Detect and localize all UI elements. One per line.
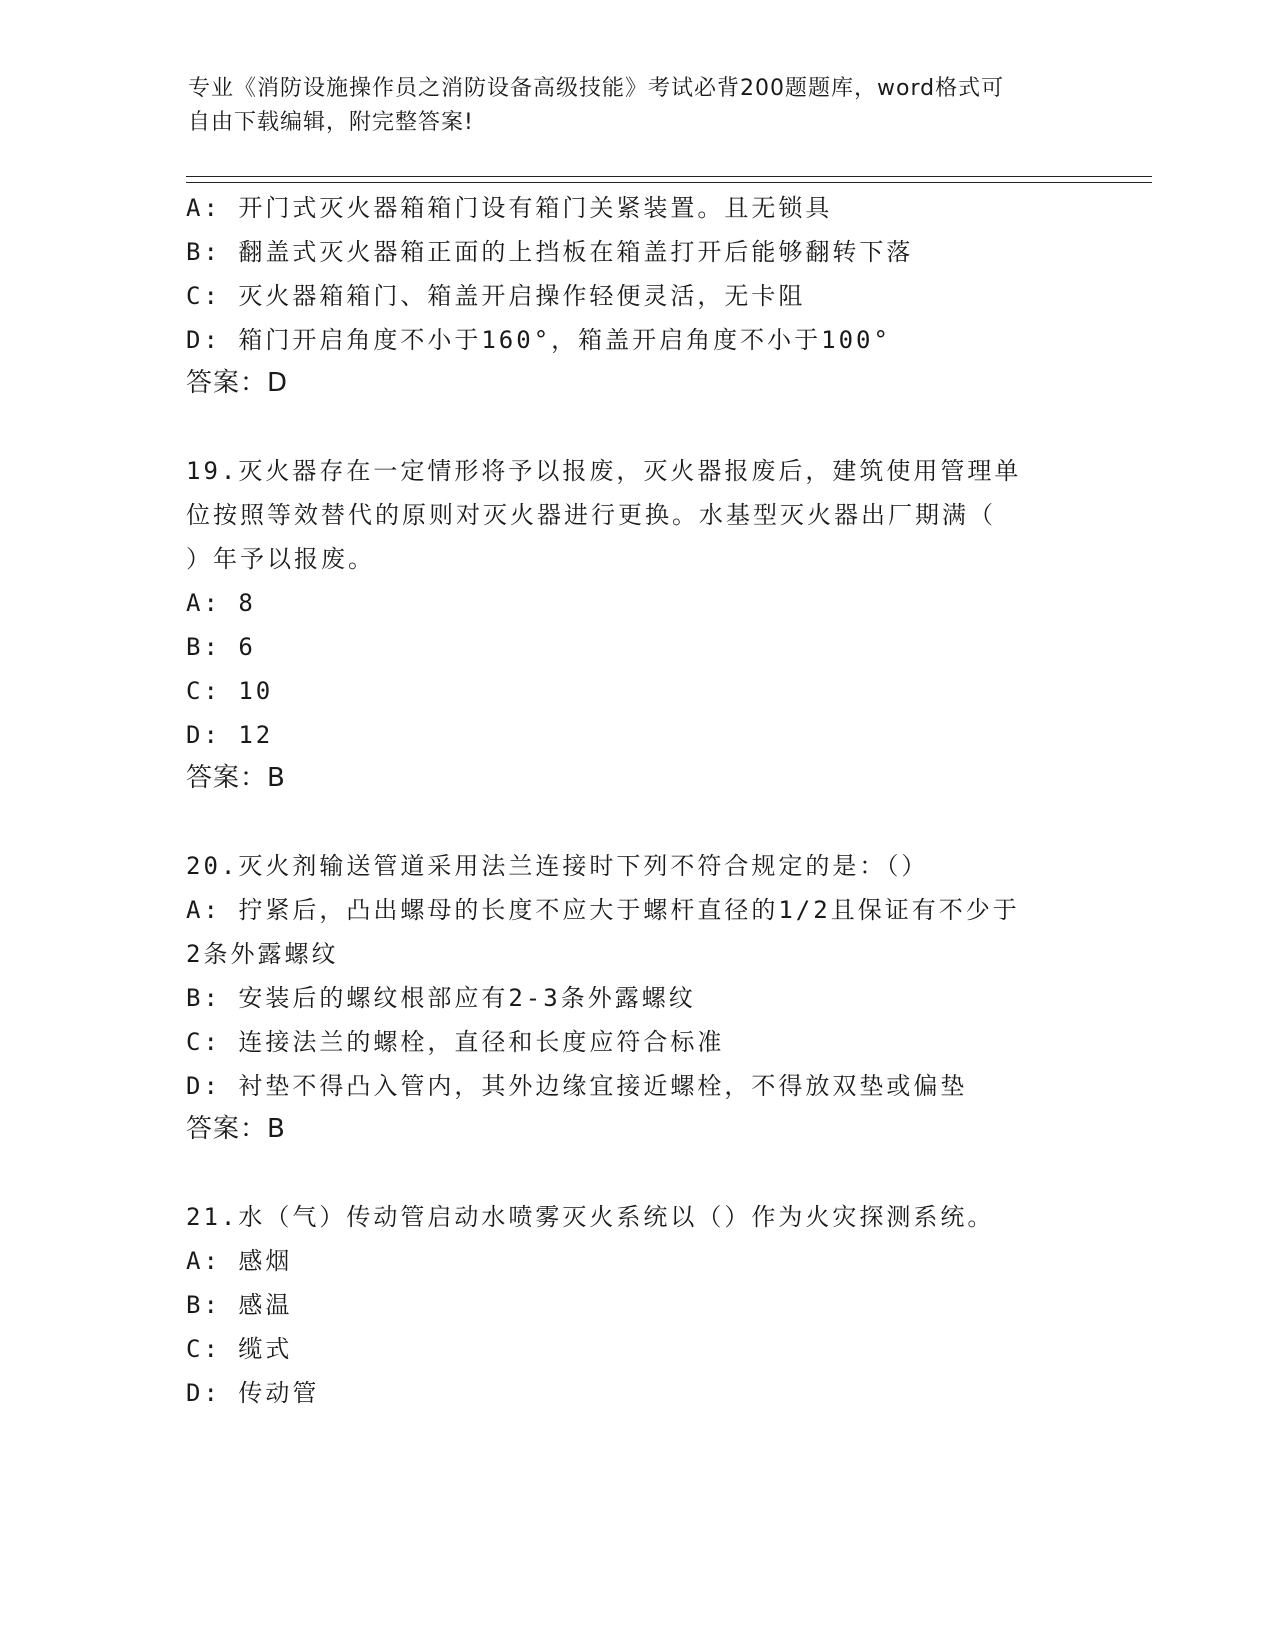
q20-option-a-line-1: A: 拧紧后，凸出螺母的长度不应大于螺杆直径的1/2且保证有不少于 [186,896,1020,924]
header-rule-bottom [186,182,1152,183]
q19-option-d: D: 12 [186,721,274,749]
q20-answer: 答案：B [186,1114,286,1144]
q19-stem-line-1: 19.灭火器存在一定情形将予以报废，灭火器报废后，建筑使用管理单 [186,457,1022,485]
q20-option-c: C: 连接法兰的螺栓，直径和长度应符合标准 [186,1028,725,1056]
q19-stem-line-2: 位按照等效替代的原则对灭火器进行更换。水基型灭火器出厂期满（ [186,501,996,529]
q18-option-c: C: 灭火器箱箱门、箱盖开启操作轻便灵活，无卡阻 [186,282,806,310]
header-line-1: 专业《消防设施操作员之消防设备高级技能》考试必背200题题库，word格式可 [188,76,1005,101]
q19-option-c: C: 10 [186,677,274,705]
q21-option-c: C: 缆式 [186,1335,293,1363]
q19-option-a: A: 8 [186,589,256,617]
q21-option-d: D: 传动管 [186,1379,320,1407]
q20-option-d: D: 衬垫不得凸入管内，其外边缘宜接近螺栓，不得放双垫或偏垫 [186,1072,968,1100]
document-header [188,72,1088,140]
header-rule-top [186,176,1152,177]
q18-option-d: D: 箱门开启角度不小于160°，箱盖开启角度不小于100° [186,326,891,354]
q20-option-a-line-2: 2条外露螺纹 [186,940,339,968]
q19-stem-line-3: ）年予以报废。 [186,545,375,573]
q20-option-b: B: 安装后的螺纹根部应有2-3条外露螺纹 [186,984,696,1012]
q20-stem: 20.灭火剂输送管道采用法兰连接时下列不符合规定的是：（） [186,852,929,880]
q21-option-a: A: 感烟 [186,1247,293,1275]
q19-option-b: B: 6 [186,633,256,661]
q18-answer: 答案：D [186,368,289,398]
q18-option-b: B: 翻盖式灭火器箱正面的上挡板在箱盖打开后能够翻转下落 [186,238,914,266]
header-line-2: 自由下载编辑，附完整答案! [188,110,474,135]
q21-option-b: B: 感温 [186,1291,293,1319]
q19-answer: 答案：B [186,763,286,793]
q21-stem: 21.水（气）传动管启动水喷雾灭火系统以（）作为火灾探测系统。 [186,1203,995,1231]
q18-option-a: A: 开门式灭火器箱箱门设有箱门关紧装置。且无锁具 [186,194,833,222]
